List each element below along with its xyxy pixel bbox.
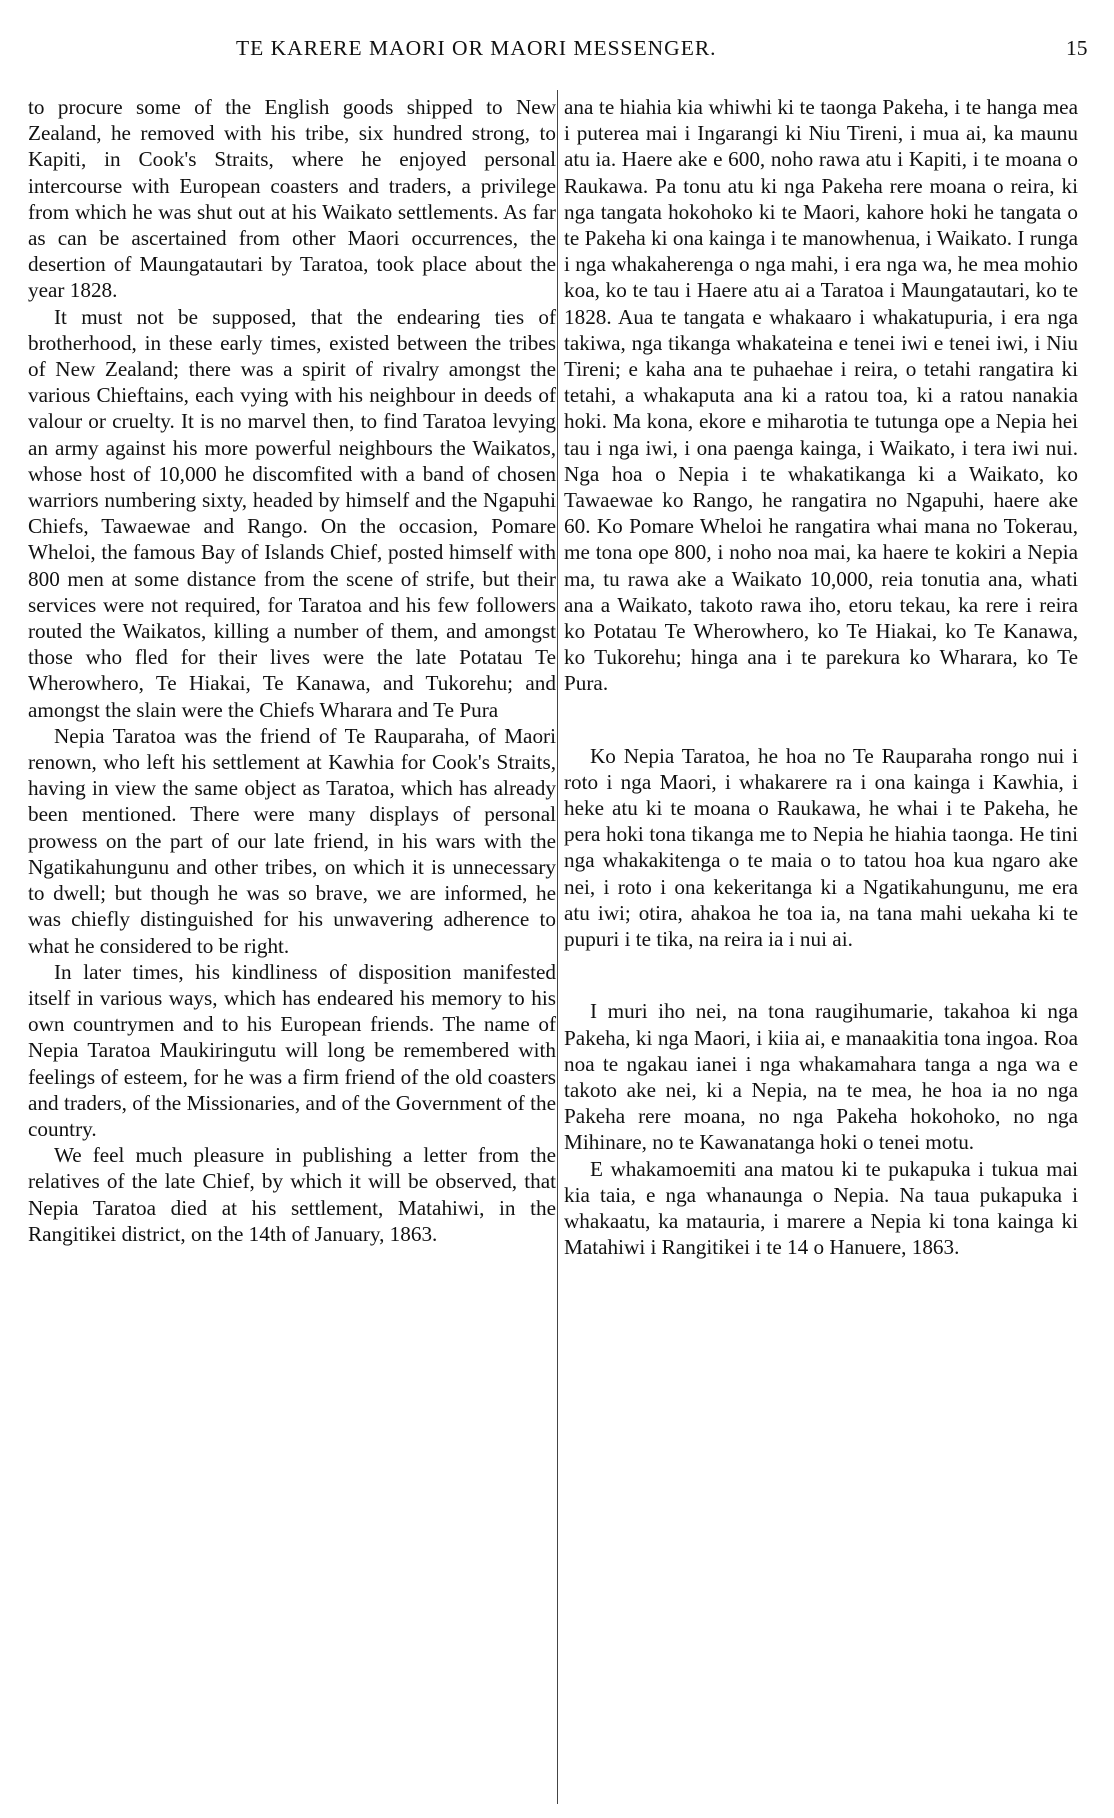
maori-column: [564, 94, 1078, 1260]
maori-paragraph: E whakamoemiti ana matou ki te pukapuka i tukua mai kia taia, e nga whanaunga o Nepia. Na taua pukapuka i whakaatu, ka matauria, i marere a Nepia ki tona kainga ki Matahiwi i Rangitikei i te 14 o Hanuere, 1863.: [564, 1156, 1078, 1260]
paragraph-gap: [564, 697, 1078, 743]
paragraph-gap: [564, 952, 1078, 998]
english-paragraph: Nepia Taratoa was the friend of Te Rauparaha, of Maori renown, who left his settlement at Kawhia for Cook's Straits, having in view the same object as Taratoa, which has already been mentioned. There were many displays of personal prowess on the part of our late friend, in his wars with the Ngatikahungunu and other tribes, on which it is unnecessary to dwell; but though he was so brave, we are informed, he was chiefly distinguished for his unwavering adherence to what he considered to be right.: [28, 723, 556, 958]
maori-paragraph: ana te hiahia kia whiwhi ki te taonga Pakeha, i te hanga mea i puterea mai i Ingarangi ki Niu Tireni, i mua ai, ka maunu atu ia. Haere ake e 600, noho rawa atu i Kapiti, i te moana o Raukawa. Pa tonu atu ki nga Pakeha rere moana o reira, ki nga tangata hokohoko ki te Maori, kahore hoki he tangata o te Pakeha ki ona kainga i te manowhenua, i Waikato. I runga i nga whakaherenga o nga mahi, i era nga wa, he mea mohio koa, ko te tau i Haere atu ai a Taratoa i Maungatautari, ko te 1828. Aua te tangata e whakaaro i whakatupuria, i era nga takiwa, nga tikanga whakateina e tenei iwi e tenei iwi, i Niu Tireni; e kaha ana te puhaehae i reira, o tetahi rangatira ki tetahi, a whakaputa ana ki a ratou toa, ki a ratou nanakia hoki. Ma kona, ekore e miharotia te tutunga ope a Nepia hei tau i nga iwi, i ona paenga kainga, i Waikato, i tera iwi nui. Nga hoa o Nepia i te whakatikanga ki a Waikato, ko Tawaewae ko Rango, he rangatira no Ngapuhi, haere ake 60. Ko Pomare Wheloi he rangatira whai mana no Tokerau, me tona ope 800, i noho noa mai, ka haere te kokiri a Nepia ma, tu rawa ake a Waikato 10,000, reia tonutia ana, whati ana a Waikato, takoto rawa iho, etoru tekau, ka rere i reira ko Potatau Te Wherowhero, ko Te Hiakai, ko Te Kanawa, ko Tukorehu; hinga ana i te parekura ko Wharara, ko Te Pura.: [564, 95, 1078, 696]
english-paragraph: We feel much pleasure in publishing a letter from the relatives of the late Chief, by which it will be observed, that Nepia Taratoa died at his settlement, Matahiwi, in the Rangitikei district, on the 14th of January, 1863.: [28, 1143, 556, 1246]
english-paragraph: It must not be supposed, that the endearing ties of brotherhood, in these early times, existed between the tribes of New Zealand; there was a spirit of rivalry amongst the various Chieftains, each vying with his neighbour in deeds of valour or cruelty. It is no marvel then, to find Taratoa levying an army against his more powerful neighbours the Waikatos, whose host of 10,000 he discomfited with a band of chosen warriors numbering sixty, headed by himself and the Ngapuhi Chiefs, Tawaewae and Rango. On the occasion, Pomare Wheloi, the famous Bay of Islands Chief, posted himself with 800 men at some distance from the scene of strife, but their services were not required, for Taratoa and his few followers routed the Waikatos, killing a number of them, and amongst those who fled for their lives were the late Potatau Te Wherowhero, Te Hiakai, Te Kanawa, and Tukorehu; and amongst the slain were the Chiefs Wharara and Te Pura: [28, 304, 556, 722]
running-title: TE KARERE MAORI OR MAORI MESSENGER.: [236, 36, 717, 60]
maori-paragraph: I muri iho nei, na tona raugihumarie, takahoa ki nga Pakeha, ki nga Maori, i kiia ai, e manaakitia tona ingoa. Roa noa te ngakau ianei i nga whakamahara tanga a nga wa e takoto ake nei, ki a Nepia, na te mea, he hoa ia no nga Pakeha rere moana, no nga Pakeha hokohoko, no nga Mihinare, no te Kawanatanga hoki o tenei motu.: [564, 999, 1078, 1155]
page-number: 15: [1066, 36, 1088, 60]
english-paragraph: to procure some of the English goods shipped to New Zealand, he removed with his tribe, six hundred strong, to Kapiti, in Cook's Straits, where he enjoyed personal intercourse with European coasters and traders, a privilege from which he was shut out at his Waikato settlements. As far as can be ascertained from other Maori occurrences, the desertion of Maungatautari by Taratoa, took place about the year 1828.: [28, 95, 556, 303]
page-header: [0, 14, 1114, 60]
column-divider: [557, 90, 558, 1804]
maori-paragraph: Ko Nepia Taratoa, he hoa no Te Rauparaha rongo nui i roto i nga Maori, i whakarere ra i ona kainga i Kawhia, i heke atu ki te moana o Raukawa, he whai i te Pakeha, he pera hoki tona tikanga me to Nepia he hiahia taonga. He tini nga whakakitenga o te maia o to tatou hoa kua ngaro ake nei, i roto i ona kekeritanga ki a Ngatikahungunu, me era atu iwi; otira, ahakoa he toa ia, na tana mahi uekaha ki te pupuri i te tika, na reira ia i nui ai.: [564, 743, 1078, 952]
english-paragraph: In later times, his kindliness of disposition manifested itself in various ways, which has endeared his memory to his own countrymen and to his European friends. The name of Nepia Taratoa Maukiringutu will long be remembered with feelings of esteem, for he was a firm friend of the old coasters and traders, of the Missionaries, and of the Government of the country.: [28, 959, 556, 1141]
english-column: [28, 94, 556, 1247]
